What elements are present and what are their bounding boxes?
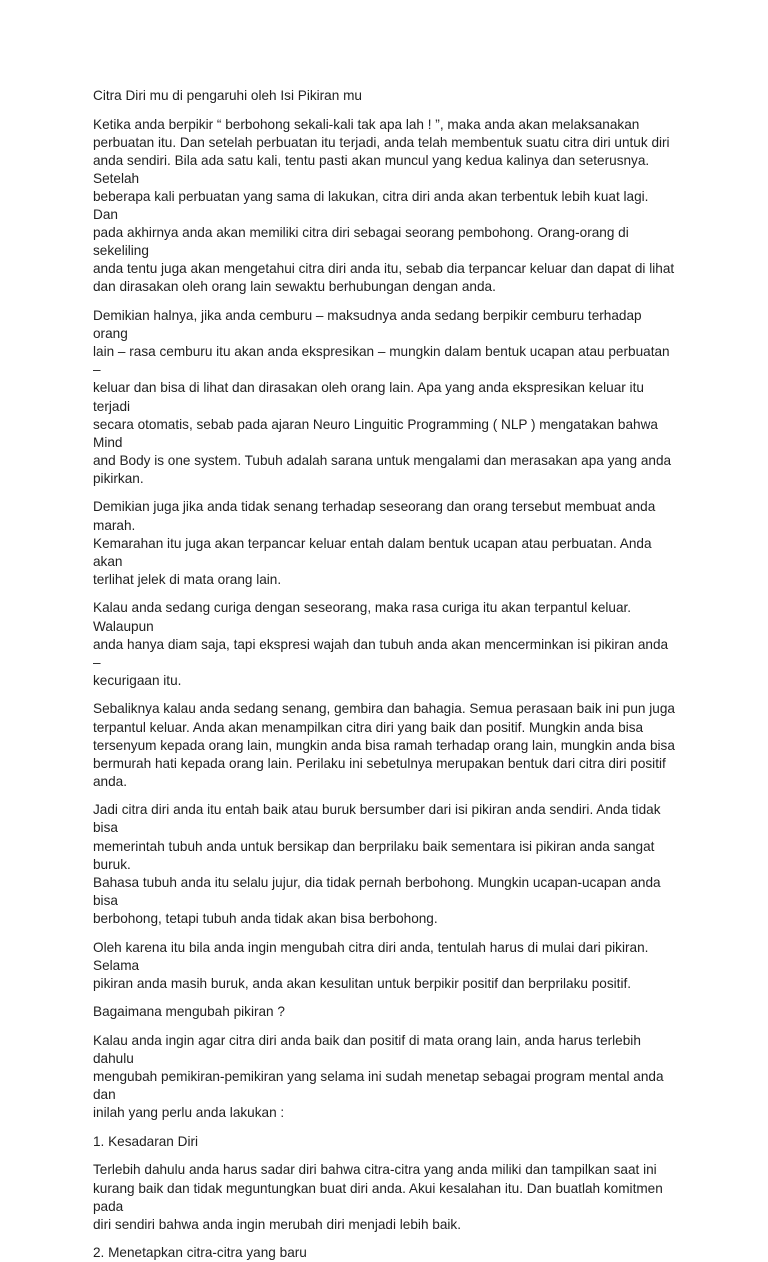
paragraph: Demikian halnya, jika anda cemburu – maksudnya anda sedang berpikir cemburu terhadap orang lain – rasa cemburu itu akan anda ekspresikan – mungkin dalam bentuk ucapan atau perbuatan – keluar dan bisa di lihat dan dirasakan oleh orang lain. Apa yang anda ekspresikan keluar itu terjadi secara otomatis, sebab pada ajaran Neuro Linguitic Programming ( NLP ) mengatakan bahwa Mind and Body is one system. Tubuh adalah sarana untuk mengalami dan merasakan apa yang anda pikirkan. bbox=[93, 308, 672, 486]
paragraph: Demikian juga jika anda tidak senang terhadap seseorang dan orang tersebut membuat anda marah. Kemarahan itu juga akan terpancar keluar entah dalam bentuk ucapan atau perbuatan. Anda akan terlihat jelek di mata orang lain. bbox=[93, 499, 656, 587]
paragraph: Ketika anda berpikir “ berbohong sekali-kali tak apa lah ! ”, maka anda akan melaksanakan perbuatan itu. Dan setelah perbuatan itu terjadi, anda telah membentuk suatu citra diri untuk diri anda sendiri. Bila ada satu kali, tentu pasti akan muncul yang kedua kalinya dan seterusnya. Setelah beberapa kali perbuatan yang sama di lakukan, citra diri anda akan terbentuk lebih kuat lagi. Dan pada akhirnya anda akan memiliki citra diri sebagai seorang pembohong. Orang-orang di sekeliling anda tentu juga akan mengetahui citra diri anda itu, sebab dia terpancar keluar dan dapat di lihat dan dirasakan oleh orang lain sewaktu berhubungan dengan anda. bbox=[93, 116, 675, 295]
item-heading-menetapkan-citra: 2. Menetapkan citra-citra yang baru bbox=[93, 1245, 307, 1261]
paragraph: Jadi citra diri anda itu entah baik atau buruk bersumber dari isi pikiran anda sendiri. Anda tidak bisa memerintah tubuh anda untuk bersikap dan berprilaku baik sementara isi pikiran anda sangat buruk. Bahasa tubuh anda itu selalu jujur, dia tidak pernah berbohong. Mungkin ucapan-ucapan anda bisa berbohong, tetapi tubuh anda tidak akan bisa berbohong. bbox=[93, 802, 661, 926]
section-heading: Bagaimana mengubah pikiran ? bbox=[93, 1004, 285, 1020]
document-title: Citra Diri mu di pengaruhi oleh Isi Pikiran mu bbox=[93, 88, 362, 103]
item-text-kesadaran-diri: Terlebih dahulu anda harus sadar diri bahwa citra-citra yang anda miliki dan tampilkan saat ini kurang baik dan tidak meguntungkan buat diri anda. Akui kesalahan itu. Dan buatlah komitmen pada diri sendiri bahwa anda ingin merubah diri menjadi lebih baik. bbox=[93, 1162, 663, 1232]
item-heading-kesadaran-diri: 1. Kesadaran Diri bbox=[93, 1133, 199, 1149]
section-intro: Kalau anda ingin agar citra diri anda baik dan positif di mata orang lain, anda harus terlebih dahulu mengubah pemikiran-pemikiran yang selama ini sudah menetap sebagai program mental anda dan inilah yang perlu anda lakukan : bbox=[93, 1032, 664, 1121]
paragraph: Oleh karena itu bila anda ingin mengubah citra diri anda, tentulah harus di mulai dari pikiran. Selama pikiran anda masih buruk, anda akan kesulitan untuk berpikir positif dan berprilaku positif. bbox=[93, 939, 649, 991]
paragraph: Sebaliknya kalau anda sedang senang, gembira dan bahagia. Semua perasaan baik ini pun juga terpantul keluar. Anda akan menampilkan citra diri yang baik dan positif. Mungkin anda bisa tersenyum kepada orang lain, mungkin anda bisa ramah terhadap orang lain, mungkin anda bisa bermurah hati kepada orang lain. Perilaku ini sebetulnya merupakan bentuk dari citra diri positif anda. bbox=[93, 701, 675, 789]
paragraph: Kalau anda sedang curiga dengan seseorang, maka rasa curiga itu akan terpantul keluar. Walaupun anda hanya diam saja, tapi ekspresi wajah dan tubuh anda akan mencerminkan isi pikiran anda – kecurigaan itu. bbox=[93, 600, 669, 688]
